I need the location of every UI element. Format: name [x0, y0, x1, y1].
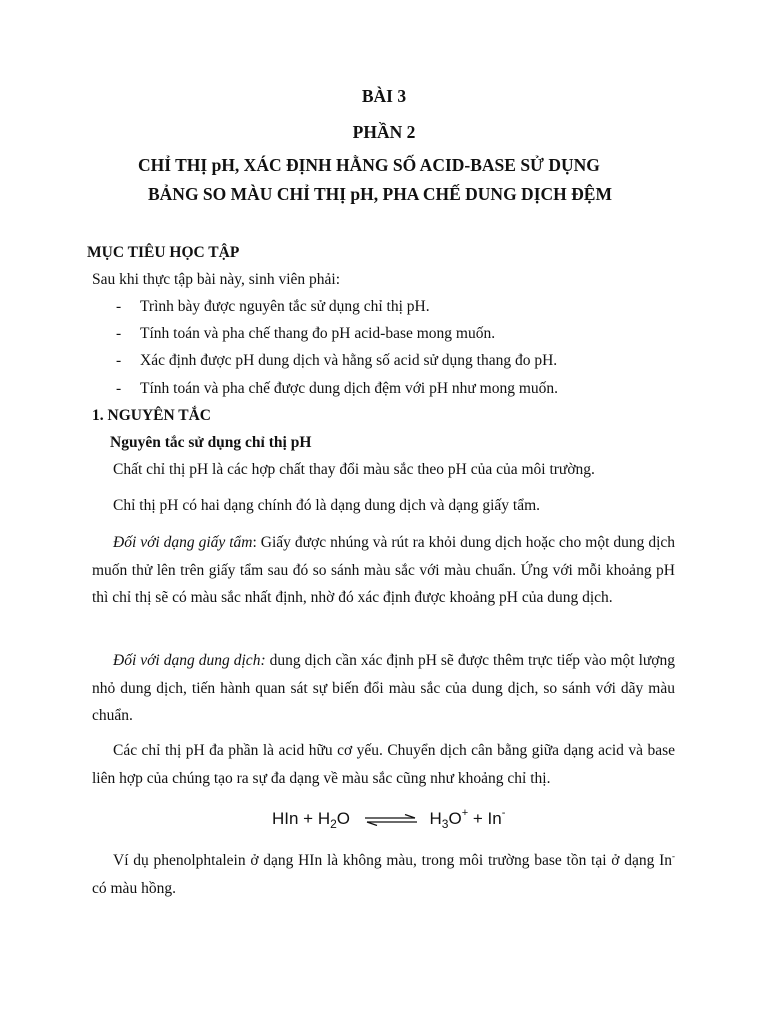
objective-text: Xác định được pH dung dịch và hằng số acid sử dụng thang đo pH.: [140, 352, 558, 369]
paper-form-label: Đối với dạng giấy tẩm: [113, 534, 253, 551]
bullet-dash: -: [116, 298, 122, 315]
section-heading: 1. NGUYÊN TẮC: [92, 407, 211, 424]
lesson-number: BÀI 3: [361, 86, 407, 106]
bullet-dash: -: [116, 352, 122, 369]
objective-text: Tính toán và pha chế được dung dịch đệm với pH như mong muốn.: [140, 380, 559, 397]
objective-text: Trình bày được nguyên tắc sử dụng chỉ thị pH.: [140, 298, 430, 315]
solution-form-text: dung dịch cần xác định pH sẽ được thêm trực tiếp vào một lượng nhỏ dung dịch, tiến hành quan sát sự biến đổi màu sắc của dung dịch, so sánh với dãy màu chuẩn.: [92, 652, 675, 724]
objectives-intro: Sau khi thực tập bài này, sinh viên phải:: [92, 271, 341, 288]
title-line-1: CHỈ THỊ pH, XÁC ĐỊNH HẰNG SỐ ACID-BASE SỬ DỤNG: [138, 155, 600, 175]
section-subheading: Nguyên tắc sử dụng chỉ thị pH: [110, 434, 312, 451]
objectives-heading: MỤC TIÊU HỌC TẬP: [87, 244, 240, 261]
paragraph-weak-acids: Các chỉ thị pH đa phần là acid hữu cơ yếu. Chuyển dịch cân bằng giữa dạng acid và base liên hợp của chúng tạo ra sự đa dạng về màu sắc cũng như khoảng chỉ thị.: [92, 742, 675, 787]
paragraph-definition: Chất chỉ thị pH là các hợp chất thay đổi màu sắc theo pH của của môi trường.: [113, 461, 595, 478]
title-line-2: BẢNG SO MÀU CHỈ THỊ pH, PHA CHẾ DUNG DỊCH ĐỆM: [148, 184, 612, 204]
paper-form-text: : Giấy được nhúng và rút ra khỏi dung dịch hoặc cho một dung dịch muốn thử lên trên giấy tẩm sau đó so sánh màu sắc với màu chuẩn. Ứng với mỗi khoảng pH thì chỉ thị sẽ có màu sắc nhất định, nhờ đó xác định được khoảng pH của dung dịch.: [92, 534, 675, 606]
bullet-dash: -: [116, 380, 122, 397]
objective-text: Tính toán và pha chế thang đo pH acid-base mong muốn.: [140, 325, 496, 342]
paragraph-forms: Chỉ thị pH có hai dạng chính đó là dạng dung dịch và dạng giấy tẩm.: [113, 497, 541, 514]
part-number: PHẦN 2: [352, 122, 416, 142]
paragraph-example: Ví dụ phenolphtalein ở dạng HIn là không màu, trong môi trường base tồn tại ở dạng In- có màu hồng.: [92, 851, 675, 897]
paragraph-paper-form: [92, 529, 675, 612]
equilibrium-arrows-icon: [363, 814, 419, 826]
equilibrium-equation: HIn + $H_2O$ $H_3O^+ + In^-$: [272, 807, 506, 831]
solution-form-label: Đối với dạng dung dịch:: [113, 652, 266, 669]
paragraph-solution-form: [92, 647, 675, 730]
bullet-dash: -: [116, 325, 122, 342]
